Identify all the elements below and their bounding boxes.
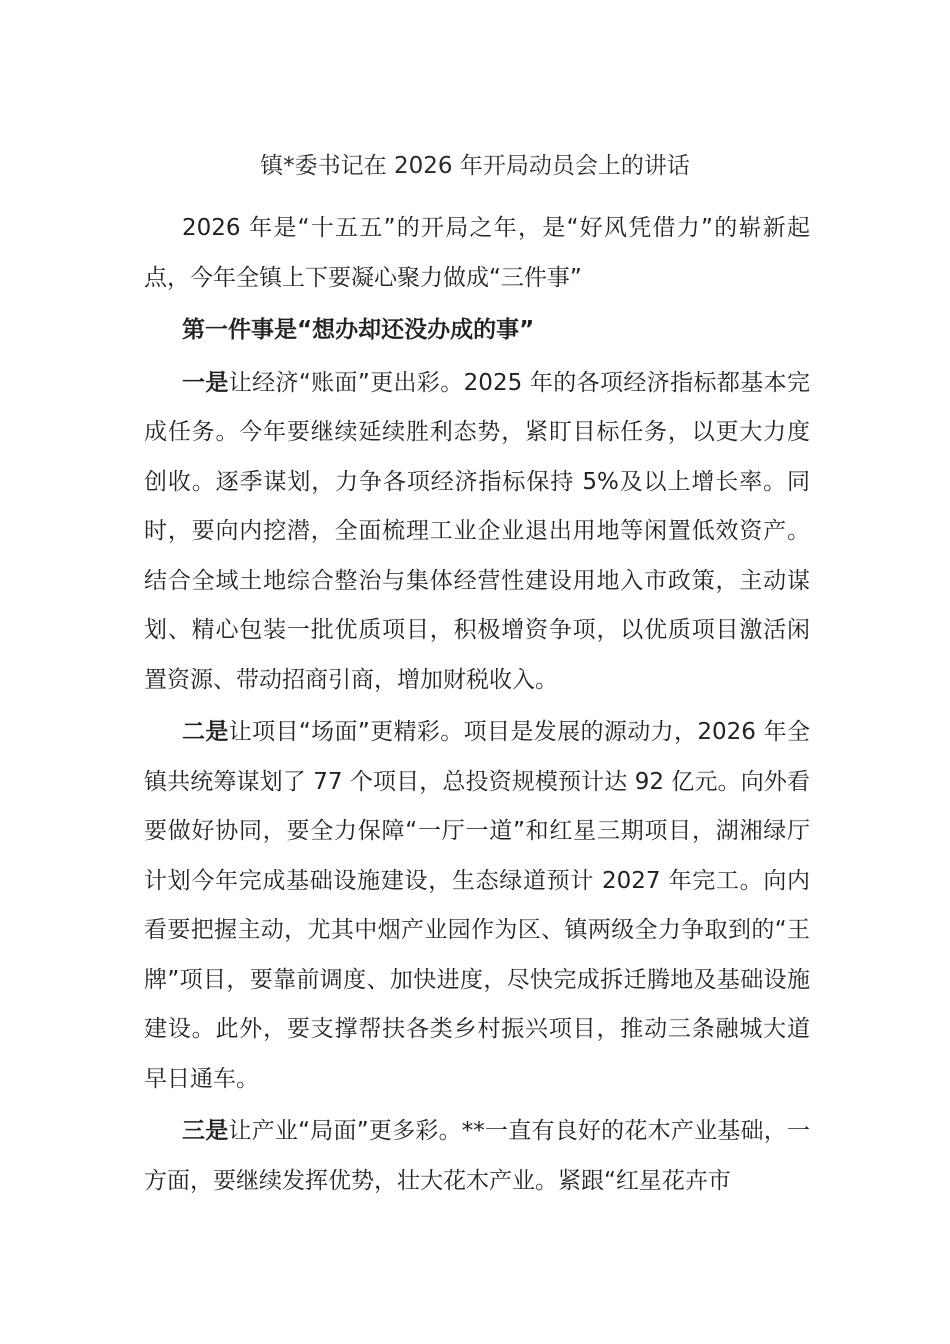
paragraph-lead: 三是 xyxy=(182,1118,229,1144)
paragraph-text: 让项目“场面”更精彩。项目是发展的源动力，2026 年全镇共统筹谋划了 77 个项目，总投资规模预计达 92 亿元。向外看要做好协同，要全力保障“一厅一道”和红星三期项目，湖湘绿厅计划今年完成基础设施建设，生态绿道预计 2027 年完工。向内看要把握主动，尤其中烟产业园作为区、镇两级全力争取到的“王牌”项目，要靠前调度、加快进度，尽快完成拆迁腾地及基础设施建设。此外，要支撑帮扶各类乡村振兴项目，推动三条融城大道早日通车。 xyxy=(144,719,810,1092)
paragraph-lead: 二是 xyxy=(182,719,229,745)
section-heading xyxy=(144,306,810,356)
section-heading-text: 第一件事是“想办却还没办成的事” xyxy=(182,317,535,343)
paragraph-item-2 xyxy=(144,708,810,1104)
paragraph-lead: 一是 xyxy=(182,369,229,396)
document-body xyxy=(144,204,810,1209)
paragraph-item-1 xyxy=(144,359,810,706)
paragraph-text: 让产业“局面”更多彩。**一直有良好的花木产业基础，一方面，要继续发挥优势，壮大花木产业。紧跟“红星花卉市 xyxy=(144,1118,811,1194)
paragraph-item-3 xyxy=(144,1107,810,1206)
intro-paragraph xyxy=(144,204,810,303)
paragraph-text: 让经济“账面”更出彩。2025 年的各项经济指标都基本完成任务。今年要继续延续胜利态势，紧盯目标任务，以更大力度创收。逐季谋划，力争各项经济指标保持 5%及以上增长率。同时，要向内挖潜，全面梳理工业企业退出用地等闲置低效资产。结合全域土地综合整治与集体经营性建设用地入市政策，主动谋划、精心包装一批优质项目，积极增资争项，以优质项目激活闲置资源、带动招商引商，增加财税收入。 xyxy=(144,369,810,693)
document-title: 镇*委书记在 2026 年开局动员会上的讲话 xyxy=(260,153,690,179)
intro-text: 2026 年是“十五五”的开局之年，是“好风凭借力”的崭新起点，今年全镇上下要凝心聚力做成“三件事” xyxy=(144,215,810,291)
